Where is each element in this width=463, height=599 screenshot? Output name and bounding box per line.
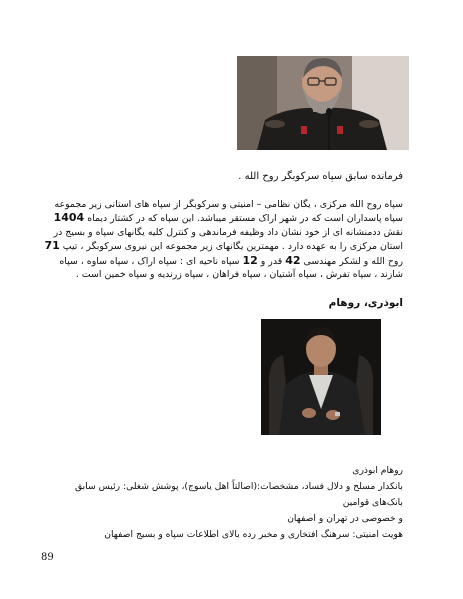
bio-line-2: و خصوصی در تهران و اصفهان <box>287 513 403 524</box>
person-heading: ابوذری، روهام <box>328 297 403 309</box>
description-paragraph <box>44 198 403 281</box>
division-number: 42 <box>285 253 301 267</box>
bio-line-1: بانکدار مسلح و دلال فساد، مشخصات:(اصالتاً اهل یاسوج)، پوشش شغلی: رئیس سابق بانک‌های قوامین <box>74 481 403 508</box>
brigade-number: 71 <box>44 239 60 253</box>
districts-number: 12 <box>242 253 258 267</box>
paragraph-text-3: روح الله و لشکر مهندسی <box>300 255 403 267</box>
paragraph-text-2: نقش ددمنشانه ای از خود نشان داد وظیفه فرماندهی و کنترل کلیه یگانهای سپاه و بسیج در استان مرکزی را به عهده دارد . مهمترین یگانهای زیر مجموعه این نیروی سرکوبگر ، تیپ <box>53 226 403 253</box>
bio-line-3: هویت امنیتی: سرهنگ افتخاری و مخبر رده بالای اطلاعات سپاه و بسیج اصفهان <box>104 529 403 540</box>
paragraph-text-4: قدر و <box>257 255 286 267</box>
commander-photo <box>237 56 409 150</box>
paragraph-text-1: سپاه روح الله مرکزی ، یگان نظامی – امنیتی و سرکوبگر از سپاه های استانی زیر مجموعه سپاه پاسداران است که در شهر اراک مستقر میباشد. این سپاه که در کشتار دیماه <box>54 199 403 225</box>
page-number: 89 <box>41 552 54 563</box>
year-number: 1404 <box>53 211 85 225</box>
paragraph-text-5: سپاه ناحیه ای : سپاه اراک ، سپاه ساوه ، سپاه شازند ، سپاه تفرش ، سپاه آشتیان ، سپاه فراهان ، سپاه زرندیه و سپاه خمین است . <box>59 255 403 281</box>
photo-caption: فرمانده سابق سپاه سرکوبگر روح الله . <box>238 171 403 182</box>
portrait-photo <box>261 319 381 435</box>
person-bio <box>44 463 403 543</box>
portrait-illustration <box>261 319 381 435</box>
commander-illustration <box>237 56 409 150</box>
bio-name: روهام ابوذری <box>352 465 403 476</box>
